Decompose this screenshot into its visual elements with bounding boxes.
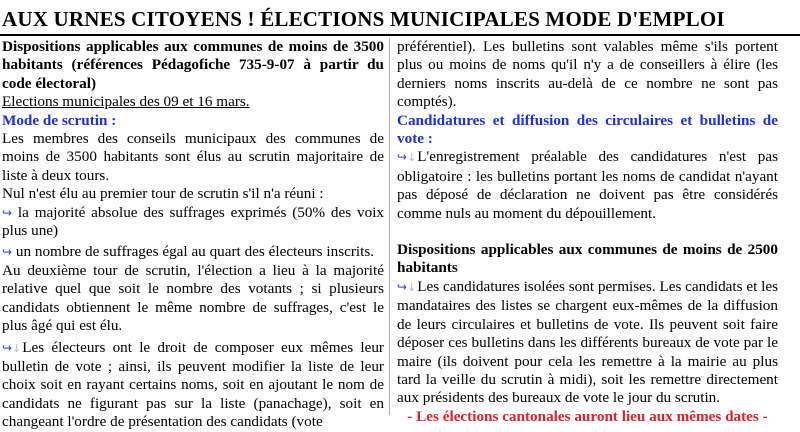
column-divider [389,38,390,415]
paragraph-with-mark [397,278,778,408]
paragraph-text: Les électeurs ont le droit de composer eux mêmes leur bulletin de vote ; ainsi, ils peuvent modifier la liste de leur choix soit en rayant certains noms, soit en ajoutant le nom de candidats ne figurant pas sur la liste (panachage), soit en changeant l'ordre de présentation des candidats (vote [2,338,384,431]
paragraph: Nul n'est élu au premier tour de scrutin s'il n'a réuni : [2,185,324,203]
bullet-item [2,243,384,261]
bullet-item [2,204,384,241]
paragraph-with-mark [397,148,778,223]
section-title-candidatures: Candidatures et diffusion des circulaires et bulletins de vote : [397,111,778,148]
bullet-text: un nombre de suffrages égal au quart des électeurs inscrits. [15,243,375,261]
section-heading-3500: Dispositions applicables aux communes de moins de 3500 habitants (références Pédagofiche 735-9-07 à partir du code électoral) [2,38,384,92]
paragraph-with-mark [2,339,384,432]
arrow-icon: ↪ [2,245,13,260]
paragraph: Les membres des conseils municipaux des communes de moins de 3500 habitants sont élus au scrutin majoritaire de liste à deux tours. [2,130,384,184]
notice-cantonales: - Les élections cantonales auront lieu aux mêmes dates - [407,407,768,425]
page-title: AUX URNES CITOYENS ! ÉLECTIONS MUNICIPALES MODE D'EMPLOI [2,7,725,31]
left-column [2,38,384,432]
paragraph-text: L'enregistrement préalable des candidatures n'est pas obligatoire : les bulletins portant les noms de candidat n'ayant pas déposé de déclaration ne doivent pas être considérés comme nuls au moment du dépouillement. [397,148,778,222]
paragraph-mark-icon: ↓ [12,341,22,355]
title-rule [0,34,800,36]
paragraph-mark-icon: ↓ [407,280,417,294]
arrow-icon: ↪ [2,205,13,220]
arrow-icon: ↪ [2,340,13,355]
paragraph-mark-icon: ↓ [407,151,417,165]
section-heading-2500: Dispositions applicables aux communes de moins de 2500 habitants [397,241,778,277]
bullet-text: la majorité absolue des suffrages exprimés (50% des voix plus une) [2,203,385,240]
date-line: Elections municipales des 09 et 16 mars. [2,93,250,111]
right-column [397,38,778,426]
arrow-icon: ↪ [397,279,408,294]
section-title-mode-scrutin: Mode de scrutin : [2,111,117,129]
paragraph: préférentiel). Les bulletins sont valables même s'ils portent plus ou moins de noms qu'il n'y a de conseillers à élire (les derniers noms inscrits au-delà de ce nombre ne sont pas comptés). [397,38,778,111]
paragraph: Au deuxième tour de scrutin, l'élection a lieu à la majorité relative quel que soit le nombre des votants ; si plusieurs candidats obtiennent le même nombre de suffrages, c'est le plus âgé qui est élu. [2,261,384,335]
arrow-icon: ↪ [397,150,408,165]
paragraph-text: Les candidatures isolées sont permises. Les candidats et les mandataires des listes se chargent eux-mêmes de la diffusion de leurs circulaires et bulletins de vote. Ils peuvent soit faire déposer ces bulletins dans les différents bureaux de vote par le maire (ils doivent pour cela les remettre à la mairie au plus tard la veille du scrutin à midi), soit les remettre directement aux présidents des bureaux de vote le jour du scrutin. [397,277,778,407]
